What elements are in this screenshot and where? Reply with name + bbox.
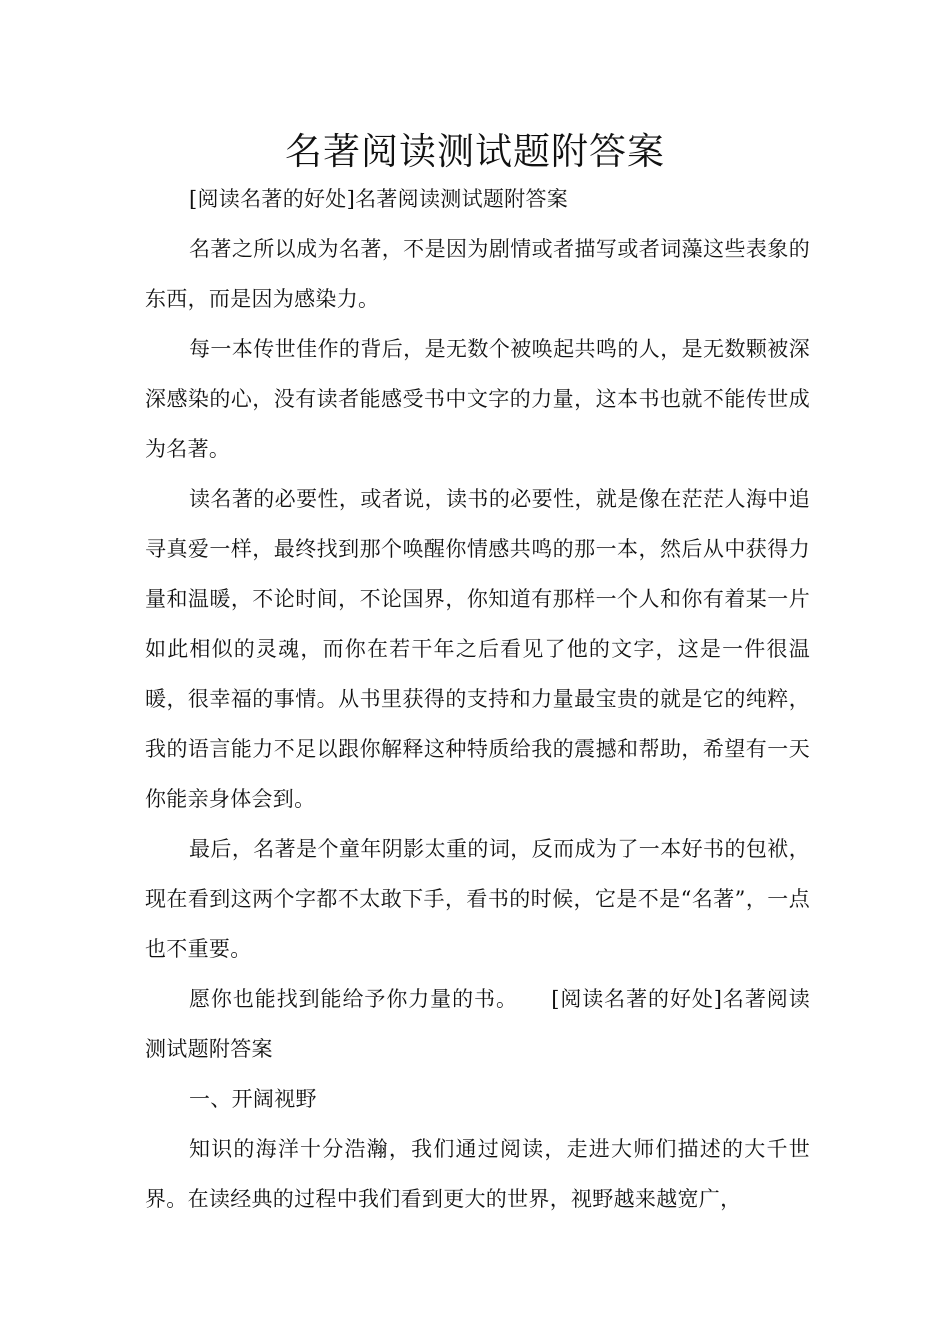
- paragraph-source: [阅读名著的好处]名著阅读测试题附答案: [189, 187, 569, 211]
- section-heading: 一、开阔视野: [189, 1087, 317, 1111]
- document-body: [145, 180, 810, 1224]
- paragraph: 读名著的必要性，或者说，读书的必要性，就是像在茫茫人海中追寻真爱一样，最终找到那个唤醒你情感共鸣的那一本，然后从中获得力量和温暖，不论时间，不论国界，你知道有那样一个人和你有着某一片如此相似的灵魂，而你在若干年之后看见了他的文字，这是一件很温暖，很幸福的事情。从书里获得的支持和力量最宝贵的就是它的纯粹，我的语言能力不足以跟你解释这种特质给我的震撼和帮助，希望有一天你能亲身体会到。: [145, 487, 810, 811]
- paragraph: 每一本传世佳作的背后，是无数个被唤起共鸣的人，是无数颗被深深感染的心，没有读者能感受书中文字的力量，这本书也就不能传世成为名著。: [145, 337, 810, 461]
- paragraph: 愿你也能找到能给予你力量的书。 [阅读名著的好处]名著阅读测试题附答案: [145, 987, 810, 1061]
- paragraph: 名著之所以成为名著，不是因为剧情或者描写或者词藻这些表象的东西，而是因为感染力。: [145, 237, 810, 311]
- paragraph: 最后，名著是个童年阴影太重的词，反而成为了一本好书的包袱，现在看到这两个字都不太敢下手，看书的时候，它是不是“名著”，一点也不重要。: [145, 837, 810, 961]
- paragraph: 知识的海洋十分浩瀚，我们通过阅读，走进大师们描述的大千世界。在读经典的过程中我们看到更大的世界，视野越来越宽广，: [145, 1137, 810, 1211]
- document-title: 名著阅读测试题附答案: [285, 130, 665, 173]
